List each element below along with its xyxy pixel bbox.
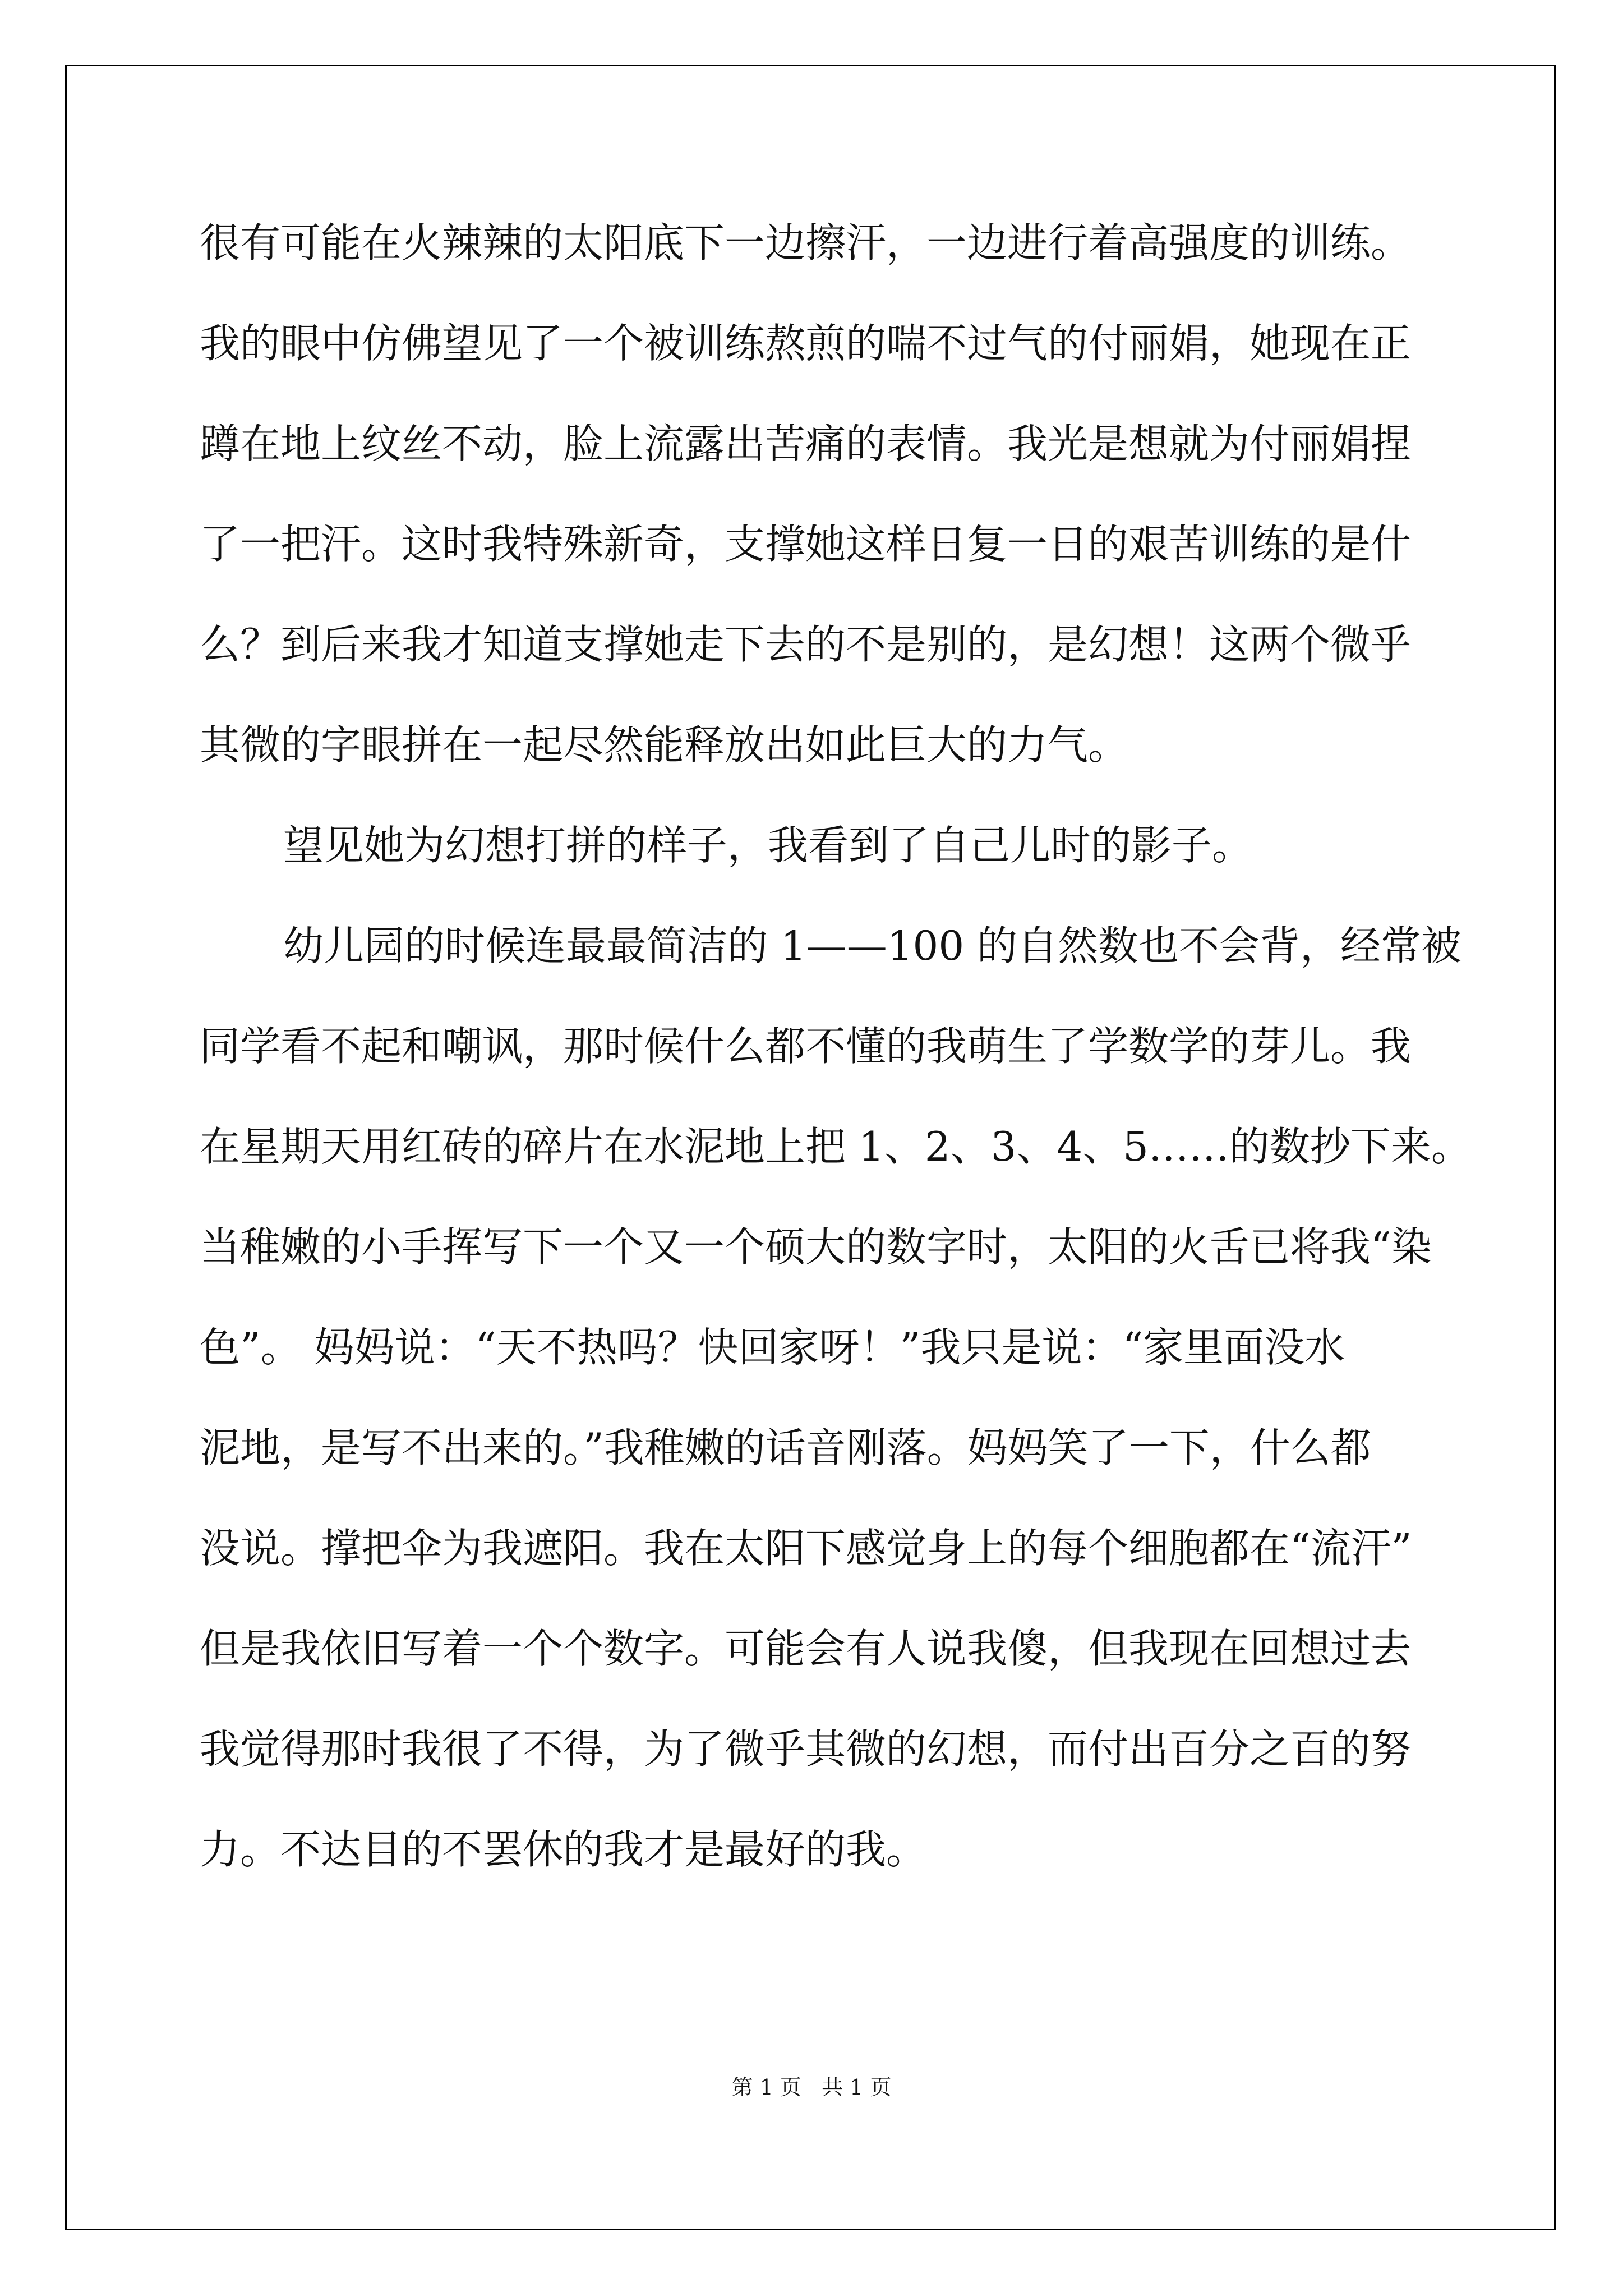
paragraph-line: 其微的字眼拼在一起尽然能释放出如此巨大的力气。 <box>200 721 1129 769</box>
paragraph-line: 色”。 妈妈说：“天不热吗？快回家呀！”我只是说：“家里面没水 <box>200 1324 1345 1371</box>
paragraph-line: 望见她为幻想打拼的样子，我看到了自己儿时的影子。 <box>283 822 1253 869</box>
paragraph-line: 同学看不起和嘲讽，那时候什么都不懂的我萌生了学数学的芽儿。我 <box>200 1023 1412 1070</box>
paragraph-line: 我的眼中仿佛望见了一个被训练熬煎的喘不过气的付丽娟，她现在正 <box>200 320 1412 367</box>
paragraph-line: 力。不达目的不罢休的我才是最好的我。 <box>200 1826 927 1873</box>
paragraph-line: 很有可能在火辣辣的太阳底下一边擦汗，一边进行着高强度的训练。 <box>200 219 1412 266</box>
paragraph-line: 当稚嫩的小手挥写下一个又一个硕大的数字时，太阳的火舌已将我“染 <box>200 1223 1432 1271</box>
paragraph-line: 么？到后来我才知道支撑她走下去的不是别的，是幻想！这两个微乎 <box>200 621 1412 668</box>
paragraph-line: 幼儿园的时候连最最简洁的 1——100 的自然数也不会背，经常被 <box>283 922 1462 969</box>
paragraph-line: 了一把汗。这时我特殊新奇，支撑她这样日复一日的艰苦训练的是什 <box>200 521 1412 568</box>
paragraph-line: 没说。撑把伞为我遮阳。我在太阳下感觉身上的每个细胞都在“流汗” <box>200 1525 1412 1572</box>
paragraph-line: 在星期天用红砖的碎片在水泥地上把 1、2、3、4、5……的数抄下来。 <box>200 1123 1472 1170</box>
page-footer: 第 1 页 共 1 页 <box>731 2075 892 2100</box>
paragraph-line: 泥地，是写不出来的。”我稚嫩的话音刚落。妈妈笑了一下，什么都 <box>200 1424 1371 1471</box>
paragraph-line: 我觉得那时我很了不得，为了微乎其微的幻想，而付出百分之百的努 <box>200 1726 1412 1773</box>
paragraph-line: 蹲在地上纹丝不动，脸上流露出苦痛的表情。我光是想就为付丽娟捏 <box>200 420 1412 467</box>
paragraph-line: 但是我依旧写着一个个数字。可能会有人说我傻，但我现在回想过去 <box>200 1625 1412 1672</box>
